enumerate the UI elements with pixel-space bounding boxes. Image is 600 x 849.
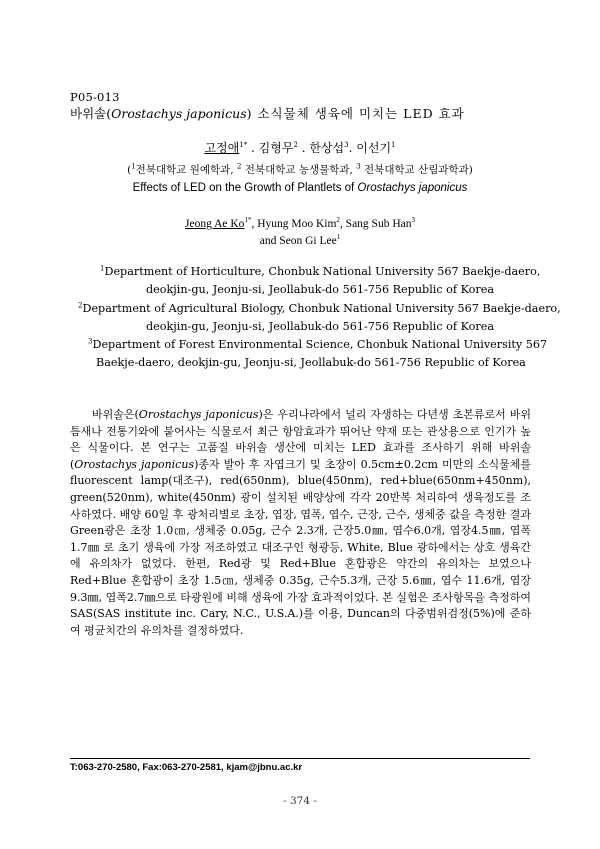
abstract-species-1: Orostachys japonicus (138, 408, 259, 421)
abstract-body (70, 407, 531, 639)
aff-en-1 (0, 263, 600, 281)
aff-kr-open: ( (127, 164, 132, 176)
title-kr-post: ) 소식물체 생육에 미치는 LED 효과 (246, 106, 465, 121)
abstract-text-2: )은 우리나라에서 널리 자생하는 다년생 초본류로서 바위틈새나 전통기와에 붙어사는 식물로서 최근 항암효과가 뛰어난 약재 또는 관상용으로 인기가 높은 식물이다. 본 연구는 고품질 바위솔 생산에 미치는 LED 효과를 조사하기 위해 바위솔( (70, 408, 531, 471)
author-kr-sep: . (297, 141, 310, 155)
aff-kr-sup-3: 3 (356, 162, 361, 171)
footer-contact: T:063-270-2580, Fax:063-270-2581, kjam@jbnu.ac.kr (70, 762, 303, 773)
aff-en-2-cont: deokjin-gu, Jeonju-si, Jeollabuk-do 561-756 Republic of Korea (146, 319, 495, 333)
title-english (0, 182, 600, 194)
aff-en-3-text: Department of Forest Environmental Science, Chonbuk National University 567 (92, 338, 548, 352)
author-en-3-sup: 3 (411, 216, 415, 225)
aff-en-1-cont: deokjin-gu, Jeonju-si, Jeollabuk-do 561-756 Republic of Korea (146, 283, 495, 297)
author-kr-1-sup: 1* (239, 141, 248, 149)
abstract-species-2: Orostachys japonicus (74, 457, 195, 471)
aff-kr-text-3: 전북대학교 산림과학과) (360, 164, 473, 176)
author-kr-4-sup: 1 (391, 141, 396, 149)
author-en-1: Jeong Ae Ko (185, 218, 245, 230)
title-korean (70, 104, 465, 122)
author-en-3: , Sang Sub Han (339, 218, 412, 230)
author-kr-sep: . (348, 141, 357, 155)
aff-kr-text-1: 전북대학교 원예학과, (135, 164, 237, 176)
title-en-pre: Effects of LED on the Growth of Plantlets of (132, 182, 358, 194)
title-kr-pre: 바위솔( (70, 106, 112, 121)
aff-en-1-sup: 1 (100, 264, 105, 273)
abstract-code: P05-013 (70, 90, 120, 104)
abstract-text-3: )종자 발아 후 자엽크기 및 초장이 0.5cm±0.2cm 미만의 소식물체를 fluorescent lamp(대조구), red(650nm), blue(450nm), red+blue(650nm+450nm), green(520nm), white(450nm) 광이 설치된 배양상에 각각 20반복 처리하여 생육정도를 조사하였다. 배양 60일 후 광처리별로 초장, 엽장, 엽폭, 엽수, 근장, 근수, 생체중 값을 측정한 결과 Green광은 초장 1.0㎝, 생체중 0.05g, 근수 2.3개, 근장5.0㎜, 엽수6.0개, 엽장4.5㎜, 엽폭1.7㎜ 로 초기 생육에 가장 저조하였고 대조구인 형광등, White, Blue 광하에서는 상호 생육간에 유의차가 없었다. 한편, Red광 및 Red+Blue 혼합광은 약간의 유의차는 보였으나 Red+Blue 혼합광이 초장 1.5㎝, 생체중 0.35g, 근수5.3개, 근장 5.6㎜, 엽수 11.6개, 엽장 9.3㎜, 엽폭2.7㎜으로 타광원에 비해 생육에 가장 효과적이었다. 본 실험은 조사항목을 측정하여 SAS(SAS institute inc. Cary, N.C., U.S.A.)를 이용, Duncan의 다중범위검정(5%)에 준하여 평균치간의 유의차를 결정하였다. (70, 457, 532, 637)
aff-kr-sup-1: 1 (131, 162, 136, 171)
author-en-2: , Hyung Moo Kim (251, 218, 337, 230)
author-kr-3: 한상섭 (309, 141, 345, 155)
author-kr-sep: . (247, 141, 259, 155)
authors-korean (0, 139, 600, 156)
abstract-text-1: 바위솔은( (92, 408, 139, 421)
aff-en-3 (0, 336, 600, 354)
aff-kr-sup-2: 2 (236, 162, 242, 171)
aff-en-3-cont: Baekje-daero, deokjin-gu, Jeonju-si, Jeollabuk-do 561-756 Republic of Korea (96, 356, 526, 370)
aff-en-3-sup: 3 (88, 337, 93, 346)
author-kr-2: 김형무 (258, 141, 294, 155)
authors-en-line-1 (0, 216, 600, 233)
aff-en-2-sup: 2 (78, 300, 83, 309)
author-en-2-sup: 2 (336, 216, 340, 225)
page-number: - 374 - (283, 795, 317, 807)
author-kr-1: 고정애 (204, 141, 240, 155)
abstract-paragraph (70, 407, 531, 639)
author-en-4-sup: 1 (336, 233, 341, 242)
aff-kr-text-2: 전북대학교 농생물학과, (241, 164, 357, 176)
authors-english (0, 216, 600, 250)
aff-en-2-text: Department of Agricultural Biology, Chonbuk National University 567 Baekje-daero, (82, 301, 561, 315)
affiliation-korean (0, 162, 600, 177)
footer-divider (70, 758, 530, 759)
aff-en-1-text: Department of Horticulture, Chonbuk National University 567 Baekje-daero, (104, 265, 541, 278)
authors-en-line-2 (0, 233, 600, 250)
author-kr-2-sup: 2 (293, 141, 298, 149)
author-en-4: and Seon Gi Lee (259, 235, 337, 247)
title-kr-species: Orostachys japonicus (111, 106, 247, 121)
author-kr-4: 이선기 (356, 141, 392, 155)
title-en-species: Orostachys japonicus (357, 182, 468, 194)
author-en-1-sup: 1* (244, 216, 252, 225)
author-kr-3-sup: 3 (344, 141, 349, 149)
aff-en-2 (0, 300, 600, 318)
affiliations-english (0, 263, 600, 373)
